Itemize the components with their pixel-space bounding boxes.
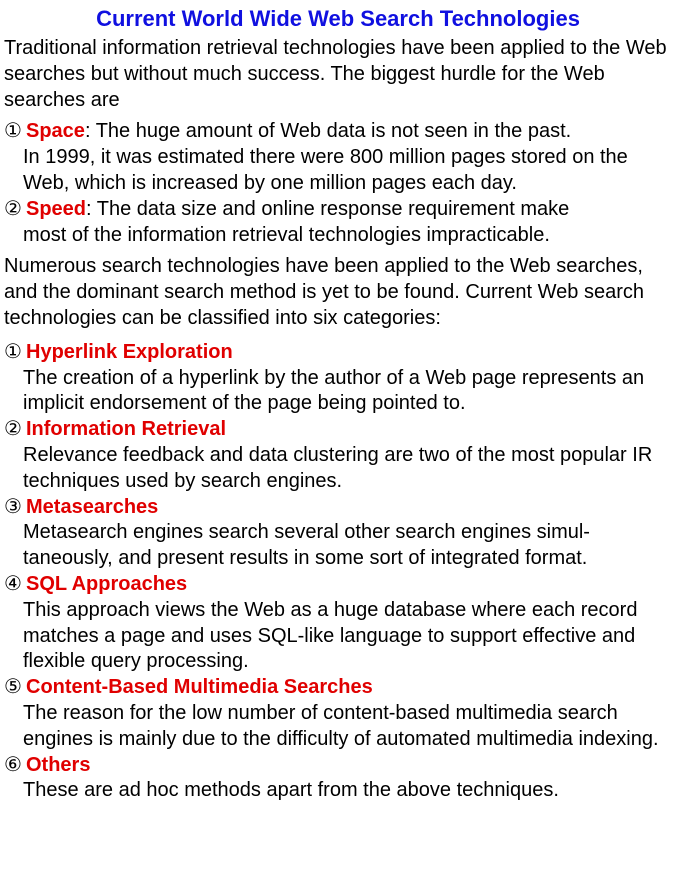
page-title: Current World Wide Web Search Technologies [96, 6, 580, 31]
number-marker: ① [4, 340, 22, 363]
hurdle-item [4, 197, 672, 249]
category-item [4, 675, 672, 752]
number-marker: ② [4, 418, 22, 441]
hurdle-item [4, 119, 672, 196]
middle-paragraph: Numerous search technologies have been applied to the Web searches, and the dominant search method is yet to be found. Current Web search technologies can be classified into six categories: [4, 255, 644, 329]
hurdle-name: Speed [26, 197, 87, 220]
category-name: Metasearches [26, 495, 159, 518]
category-name: SQL Approaches [26, 572, 188, 595]
hurdle-text-rest: most of the information retrieval technologies impracticable. [23, 223, 550, 246]
intro-paragraph: Traditional information retrieval technologies have been applied to the Web searches but without much success. The biggest hurdle for the Web searches are [4, 37, 667, 111]
category-item [4, 340, 672, 417]
category-heading [4, 495, 672, 521]
hurdle-name: Space [26, 120, 85, 143]
category-name: Hyperlink Exploration [26, 340, 233, 363]
number-marker: ① [4, 120, 22, 143]
category-item [4, 495, 672, 572]
category-item [4, 417, 672, 494]
number-marker: ④ [4, 572, 22, 595]
category-description: Relevance feedback and data clustering are two of the most popular IR techniques used by search engines. [23, 443, 653, 492]
category-list [4, 340, 672, 804]
number-marker: ⑤ [4, 676, 22, 699]
hurdle-list [4, 119, 672, 248]
hurdle-text-first: : The data size and online response requirement make [86, 197, 570, 220]
category-heading [4, 572, 672, 598]
number-marker: ③ [4, 495, 22, 518]
category-heading [4, 340, 672, 366]
number-marker: ⑥ [4, 753, 22, 776]
category-description: This approach views the Web as a huge database where each record matches a page and uses SQL-like language to support effective and flexible query processing. [23, 598, 638, 673]
hurdle-text-rest: In 1999, it was estimated there were 800 million pages stored on the Web, which is increased by one million pages each day. [23, 146, 628, 194]
category-name: Information Retrieval [26, 418, 227, 441]
category-heading [4, 753, 672, 779]
category-heading [4, 675, 672, 701]
category-item [4, 753, 672, 805]
category-description: Metasearch engines search several other search engines simul-taneously, and present results in some sort of integrated format. [23, 521, 590, 570]
category-name: Others [26, 753, 91, 776]
category-heading [4, 417, 672, 443]
category-description: The creation of a hyperlink by the author of a Web page represents an implicit endorsement of the page being pointed to. [23, 366, 645, 415]
category-name: Content-Based Multimedia Searches [26, 676, 373, 699]
category-description: The reason for the low number of content-based multimedia search engines is mainly due to the difficulty of automated multimedia indexing. [23, 701, 659, 750]
hurdle-text-first: : The huge amount of Web data is not seen in the past. [84, 120, 572, 143]
category-description: These are ad hoc methods apart from the above techniques. [23, 779, 559, 802]
category-item [4, 572, 672, 675]
number-marker: ② [4, 197, 22, 220]
